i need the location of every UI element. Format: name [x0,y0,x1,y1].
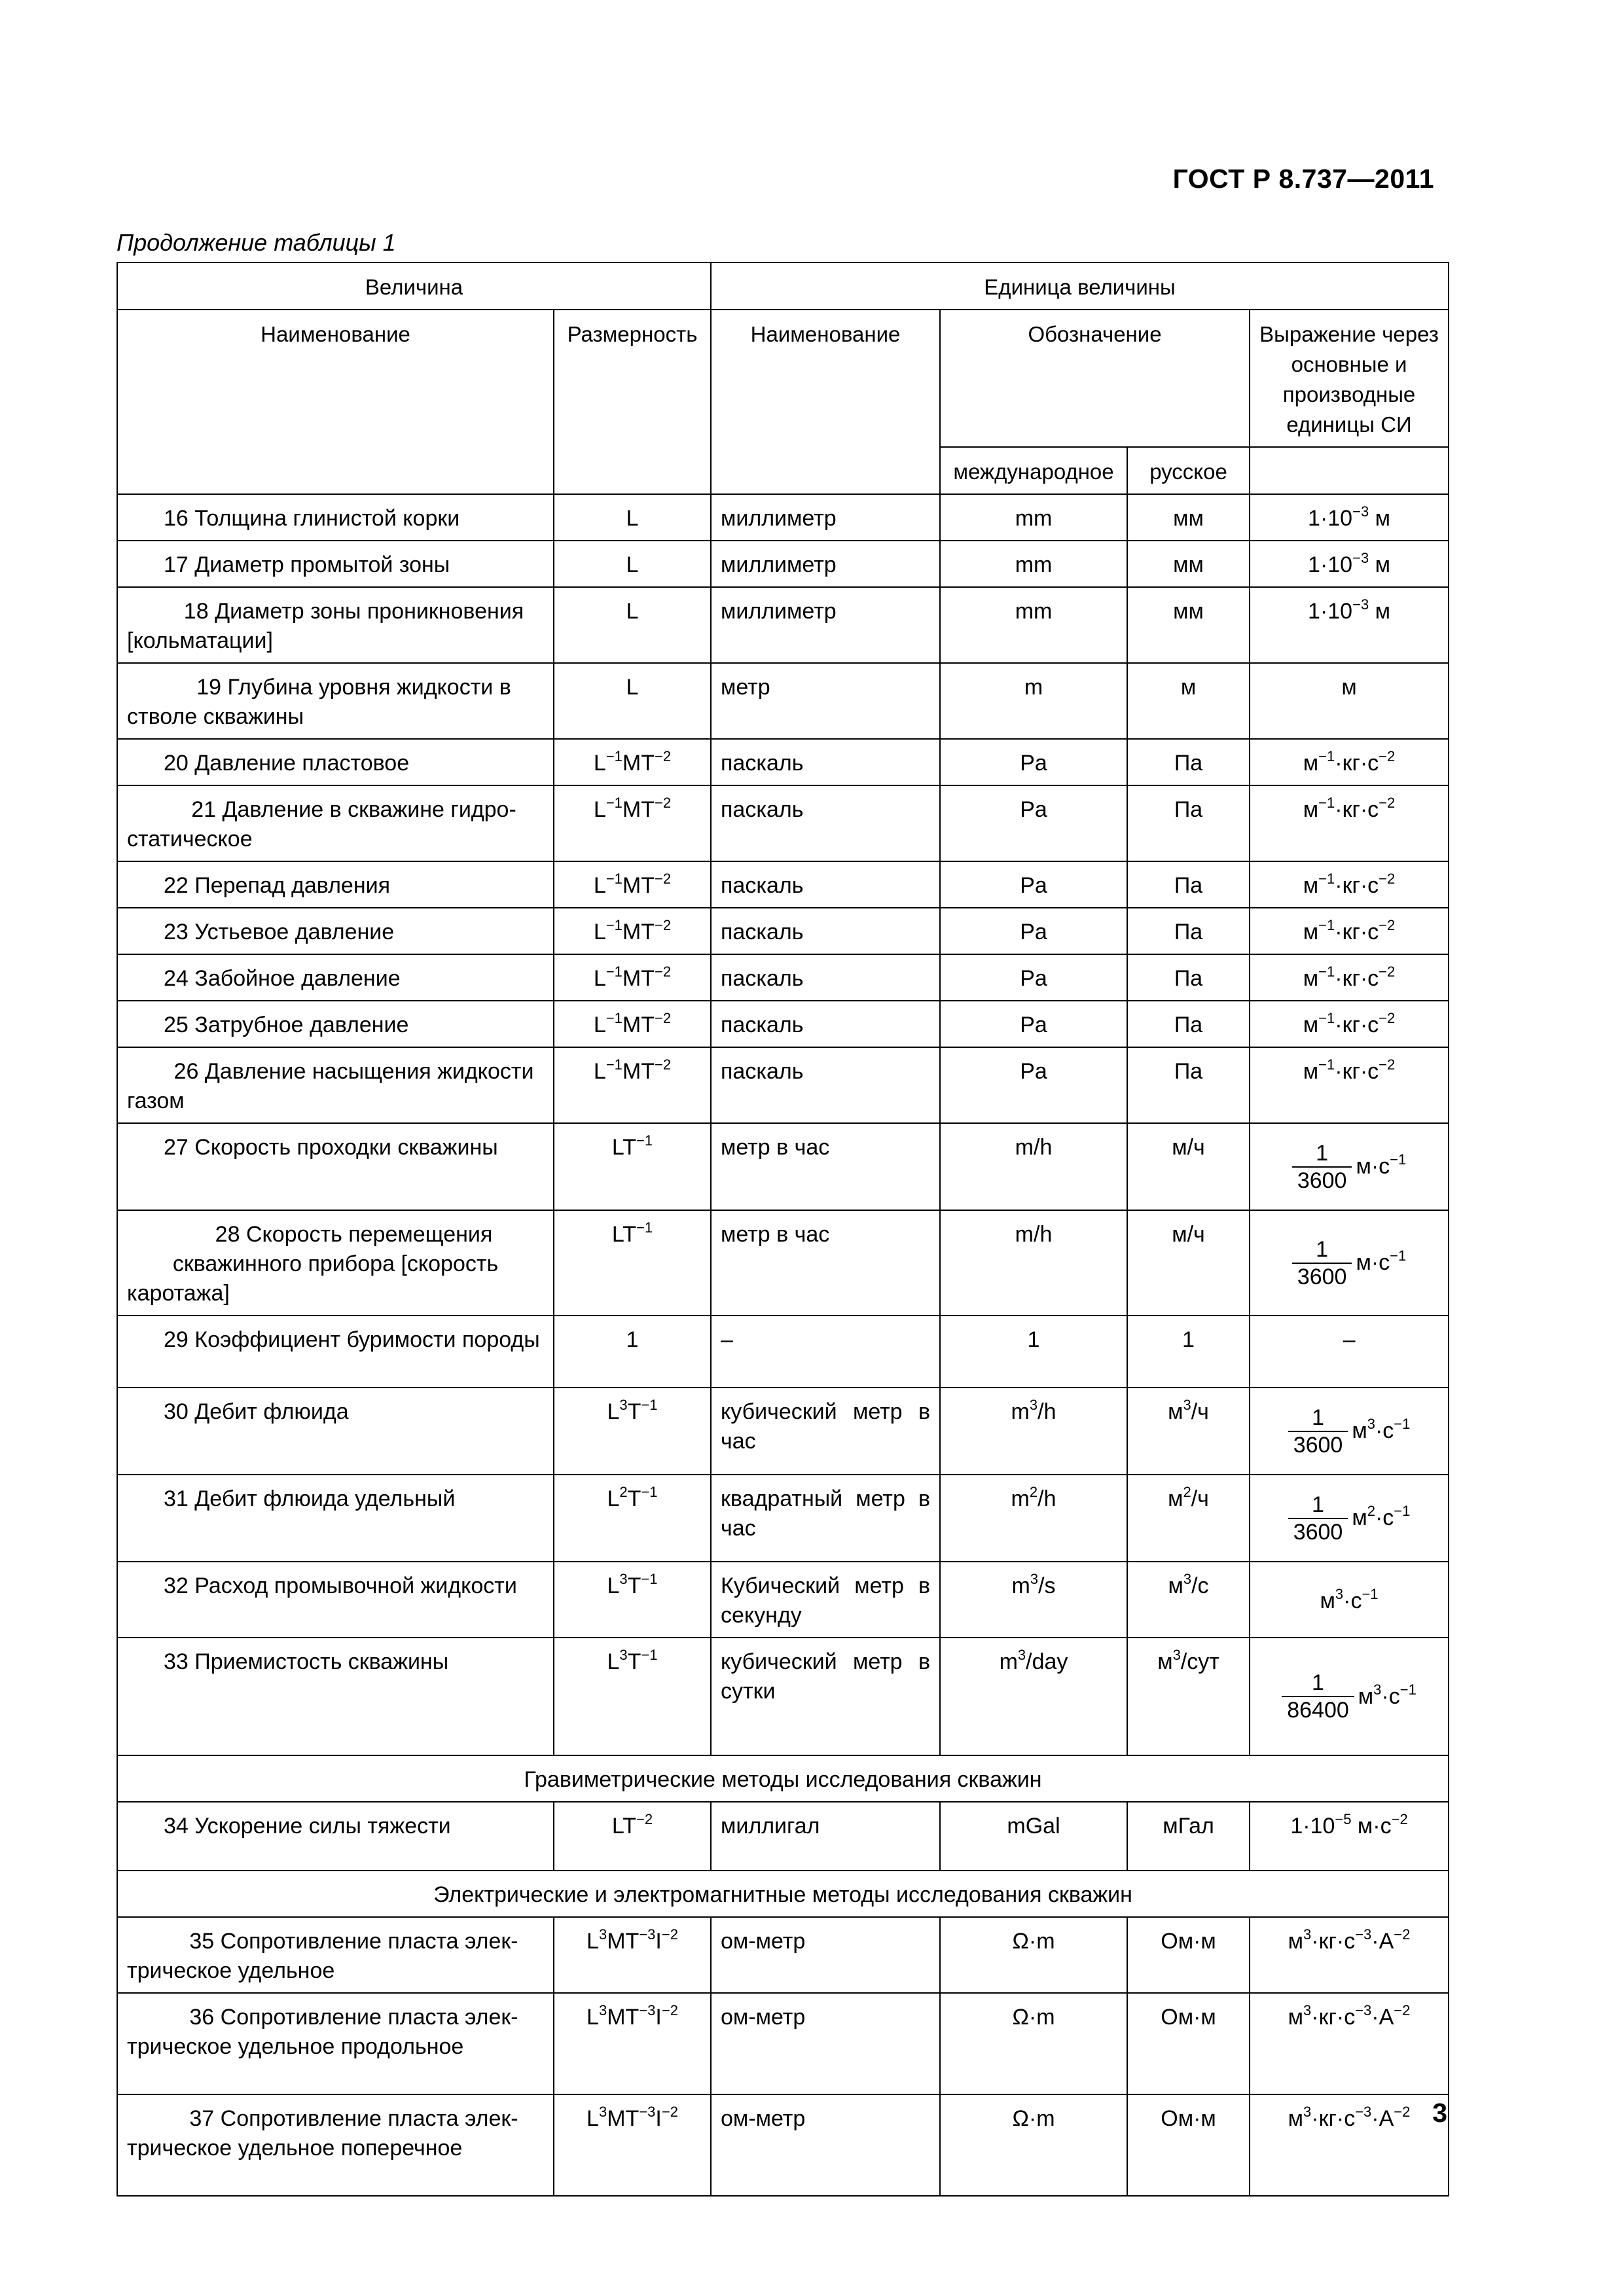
header-empty [1250,447,1449,494]
designation-russian: м/ч [1127,1123,1250,1210]
dimension: $L^{-1}MT^{-2}$ [554,1001,711,1047]
quantity-name [117,541,554,587]
si-expression: $1\cdot 10^{-5}$ $м\cdot с^{-2}$ [1250,1802,1449,1871]
designation-russian: Па [1127,908,1250,954]
designation-russian: м/ч [1127,1210,1250,1316]
table-row [117,1638,1449,1755]
table-body [117,494,1449,2196]
designation-russian: Ом·м [1127,1917,1250,1993]
dimension: $L^{-1}MT^{-2}$ [554,861,711,908]
expression-units: $м^3\cdot с^{-1}$ [1358,1681,1416,1709]
unit-name: миллиметр [711,541,940,587]
header-name: Наименование [117,310,554,494]
designation-russian: Па [1127,954,1250,1001]
table-row [117,1123,1449,1210]
quantity-name [117,739,554,785]
dimension: $LT^{-1}$ [554,1123,711,1210]
si-expression [1250,1638,1449,1755]
dimension: $L^{-1}MT^{-2}$ [554,954,711,1001]
row-number: 32 [164,1573,189,1598]
fraction-numerator: 1 [1312,1670,1324,1695]
quantity-name-text: Давление насыщения жидкости газом [127,1059,534,1113]
row-number: 27 [164,1135,189,1160]
si-expression: $м^{-1}\cdot кг\cdot с^{-2}$ [1250,1047,1449,1123]
quantity-name [117,1123,554,1210]
dimension: L [554,541,711,587]
designation-russian: мм [1127,541,1250,587]
unit-name: миллиметр [711,494,940,541]
designation-russian: мм [1127,494,1250,541]
quantity-name-text: Толщина глинистой корки [194,506,460,531]
quantity-name [117,1001,554,1047]
fraction [1292,1140,1352,1194]
quantity-name [117,1388,554,1475]
table-row [117,1047,1449,1123]
designation-international: Pa [940,861,1127,908]
fraction-denominator: 3600 [1288,1518,1348,1545]
si-expression: $м^3\cdot с^{-1}$ [1250,1562,1449,1638]
quantity-name-text: Перепад давления [194,873,391,898]
table-row [117,1388,1449,1475]
si-expression [1250,1210,1449,1316]
dimension: L [554,663,711,739]
quantity-name [117,954,554,1001]
table-row [117,1475,1449,1562]
unit-name: миллиметр [711,587,940,663]
quantity-name-text: Сопротивление пласта электрическое удельное [127,1929,518,1983]
designation-russian: мм [1127,587,1250,663]
row-number: 25 [164,1013,189,1037]
si-expression: $м^{-1}\cdot кг\cdot с^{-2}$ [1250,908,1449,954]
row-number: 33 [164,1649,189,1674]
si-expression: – [1250,1316,1449,1388]
si-expression: $м^{-1}\cdot кг\cdot с^{-2}$ [1250,739,1449,785]
unit-name: паскаль [711,1001,940,1047]
quantity-name [117,494,554,541]
quantity-name-text: Сопротивление пласта электрическое удельное поперечное [127,2106,518,2161]
designation-russian: Ом·м [1127,1993,1250,2094]
row-number: 26 [173,1059,199,1084]
si-expression: $м^{-1}\cdot кг\cdot с^{-2}$ [1250,785,1449,861]
row-number: 28 [215,1222,240,1247]
row-number: 35 [189,1929,215,1954]
row-number: 24 [164,966,189,991]
table-row [117,1802,1449,1871]
si-expression [1250,1123,1449,1210]
table-row [117,861,1449,908]
dimension: $L^3MT^{-3}I^{-2}$ [554,1993,711,2094]
row-number: 21 [191,797,217,822]
quantity-name [117,1316,554,1388]
unit-name: паскаль [711,861,940,908]
fraction [1282,1670,1354,1723]
quantity-name-text: Глубина уровня жидкости в стволе скважины [127,675,511,729]
quantity-name-text: Коэффициент буримости породы [194,1327,540,1352]
unit-name: кубический метр в час [711,1388,940,1475]
si-expression: $м^3\cdot кг\cdot с^{-3}\cdot А^{-2}$ [1250,2094,1449,2196]
header-unit: Единица величины [711,262,1449,310]
fraction [1288,1492,1348,1545]
si-expression [1250,1388,1449,1475]
dimension: $L^{-1}MT^{-2}$ [554,785,711,861]
designation-international: mm [940,587,1127,663]
designation-russian: $м^3/ч$ [1127,1388,1250,1475]
si-expression: $м^{-1}\cdot кг\cdot с^{-2}$ [1250,1001,1449,1047]
dimension: $LT^{-1}$ [554,1210,711,1316]
table-row [117,1562,1449,1638]
fraction-numerator: 1 [1316,1140,1329,1166]
designation-russian: Па [1127,739,1250,785]
standard-designation: ГОСТ Р 8.737—2011 [1172,164,1434,194]
row-number: 29 [164,1327,189,1352]
designation-international: Pa [940,785,1127,861]
table-row [117,1917,1449,1993]
si-expression: $1\cdot 10^{-3}$ м [1250,541,1449,587]
designation-international: Pa [940,1001,1127,1047]
fraction-numerator: 1 [1312,1405,1324,1430]
dimension: $L^{-1}MT^{-2}$ [554,739,711,785]
table-row [117,2094,1449,2196]
designation-international: Ω·m [940,1917,1127,1993]
row-number: 19 [196,675,222,700]
units-table [117,262,1449,2197]
unit-name: Кубический метр в секунду [711,1562,940,1638]
table-row [117,954,1449,1001]
si-expression: $м^3\cdot кг\cdot с^{-3}\cdot А^{-2}$ [1250,1993,1449,2094]
table-caption: Продолжение таблицы 1 [117,229,396,256]
table-row [117,1001,1449,1047]
unit-name: ом-метр [711,1993,940,2094]
unit-name: метр в час [711,1123,940,1210]
quantity-name [117,1802,554,1871]
fraction-numerator: 1 [1316,1236,1329,1262]
designation-international: Pa [940,908,1127,954]
unit-name: паскаль [711,954,940,1001]
unit-name: паскаль [711,739,940,785]
designation-international: Pa [940,1047,1127,1123]
unit-name: ом-метр [711,1917,940,1993]
designation-russian: $м^3/с$ [1127,1562,1250,1638]
expression-units: $м^2\cdot с^{-1}$ [1352,1503,1411,1530]
section-title: Электрические и электромагнитные методы исследования скважин [117,1871,1449,1917]
quantity-name [117,1562,554,1638]
row-number: 17 [164,552,189,577]
dimension: $LT^{-2}$ [554,1802,711,1871]
si-expression: $м^{-1}\cdot кг\cdot с^{-2}$ [1250,954,1449,1001]
designation-international: mm [940,494,1127,541]
designation-international: m [940,663,1127,739]
designation-international: Ω·m [940,1993,1127,2094]
dimension: $L^{-1}MT^{-2}$ [554,1047,711,1123]
designation-russian: $м^3$/сут [1127,1638,1250,1755]
quantity-name-text: Затрубное давление [194,1013,409,1037]
fraction-denominator: 3600 [1292,1263,1352,1290]
header-quantity: Величина [117,262,711,310]
quantity-name-text: Дебит флюида [194,1399,349,1424]
table-row [117,908,1449,954]
quantity-name [117,785,554,861]
designation-international: 1 [940,1316,1127,1388]
table-row [117,1316,1449,1388]
dimension: L [554,494,711,541]
row-number: 16 [164,506,189,531]
unit-name: паскаль [711,785,940,861]
quantity-name [117,1475,554,1562]
quantity-name-text: Ускорение силы тяжести [194,1814,451,1839]
designation-international: $m^3/h$ [940,1388,1127,1475]
unit-name: квадратный метр в час [711,1475,940,1562]
unit-name: метр в час [711,1210,940,1316]
si-expression: м [1250,663,1449,739]
unit-name: паскаль [711,1047,940,1123]
unit-name: метр [711,663,940,739]
quantity-name-text: Сопротивление пласта электрическое удельное продольное [127,2005,518,2059]
quantity-name [117,1638,554,1755]
unit-name: миллигал [711,1802,940,1871]
dimension: $L^3T^{-1}$ [554,1638,711,1755]
expression-units: $м\cdot с^{-1}$ [1356,1247,1407,1275]
designation-international: Pa [940,739,1127,785]
page-number: 3 [1432,2098,1447,2128]
table-row [117,541,1449,587]
header-unit-name: Наименование [711,310,940,494]
expression-units: $м^3\cdot с^{-1}$ [1352,1416,1411,1443]
si-expression: $1\cdot 10^{-3}$ м [1250,494,1449,541]
unit-name: кубический метр в сутки [711,1638,940,1755]
table-row [117,785,1449,861]
quantity-name [117,587,554,663]
designation-russian: мГал [1127,1802,1250,1871]
si-expression: $м^3\cdot кг\cdot с^{-3}\cdot А^{-2}$ [1250,1917,1449,1993]
row-number: 22 [164,873,189,898]
expression-units: $м\cdot с^{-1}$ [1356,1151,1407,1179]
unit-name: – [711,1316,940,1388]
quantity-name [117,1047,554,1123]
quantity-name [117,2094,554,2196]
quantity-name-text: Диаметр зоны проникновения [кольматации] [127,599,524,653]
table-row [117,1210,1449,1316]
table-row [117,663,1449,739]
fraction-numerator: 1 [1312,1492,1324,1517]
header-designation: Обозначение [940,310,1250,447]
quantity-name-text: Дебит флюида удельный [194,1486,456,1511]
table-row [117,1993,1449,2094]
quantity-name-text: Диаметр промытой зоны [194,552,450,577]
si-expression [1250,1475,1449,1562]
unit-name: паскаль [711,908,940,954]
designation-international: Pa [940,954,1127,1001]
quantity-name-text: Давление пластовое [194,751,410,776]
row-number: 30 [164,1399,189,1424]
designation-russian: $м^2/ч$ [1127,1475,1250,1562]
fraction-denominator: 86400 [1282,1696,1354,1723]
designation-russian: Па [1127,1001,1250,1047]
dimension: $L^3T^{-1}$ [554,1388,711,1475]
header-international: международное [940,447,1127,494]
quantity-name-text: Забойное давление [194,966,401,991]
fraction-denominator: 3600 [1292,1166,1352,1194]
quantity-name [117,1993,554,2094]
designation-international: mm [940,541,1127,587]
row-number: 23 [164,920,189,944]
row-number: 18 [183,599,209,624]
quantity-name-text: Устьевое давление [194,920,395,944]
quantity-name-text: Скорость перемещения скважинного прибора [скорость каротажа] [127,1222,499,1306]
designation-international: $m^3$/day [940,1638,1127,1755]
designation-international: mGal [940,1802,1127,1871]
quantity-name [117,1210,554,1316]
designation-russian: Па [1127,861,1250,908]
quantity-name-text: Скорость проходки скважины [194,1135,498,1160]
fraction [1288,1405,1348,1458]
section-title: Гравиметрические методы исследования скважин [117,1755,1449,1802]
row-number: 36 [189,2005,215,2030]
fraction-denominator: 3600 [1288,1431,1348,1458]
row-number: 31 [164,1486,189,1511]
table-row [117,494,1449,541]
dimension: $L^2T^{-1}$ [554,1475,711,1562]
designation-russian: 1 [1127,1316,1250,1388]
row-number: 34 [164,1814,189,1839]
dimension: $L^{-1}MT^{-2}$ [554,908,711,954]
header-russian: русское [1127,447,1250,494]
header-dimension: Размерность [554,310,711,494]
unit-name: ом-метр [711,2094,940,2196]
section-row [117,1871,1449,1917]
dimension: L [554,587,711,663]
designation-russian: Па [1127,785,1250,861]
quantity-name-text: Давление в скважине гидростатическое [127,797,516,852]
dimension: $L^3MT^{-3}I^{-2}$ [554,2094,711,2196]
designation-russian: м [1127,663,1250,739]
quantity-name [117,663,554,739]
quantity-name [117,861,554,908]
designation-international: $m^2/h$ [940,1475,1127,1562]
quantity-name-text: Приемистость скважины [194,1649,449,1674]
dimension: $L^3T^{-1}$ [554,1562,711,1638]
quantity-name-text: Расход промывочной жидкости [194,1573,517,1598]
header-expression: Выражение через основные и производные единицы СИ [1250,310,1449,447]
table-row [117,587,1449,663]
quantity-name [117,908,554,954]
section-row [117,1755,1449,1802]
designation-russian: Па [1127,1047,1250,1123]
dimension: 1 [554,1316,711,1388]
quantity-name [117,1917,554,1993]
fraction [1292,1236,1352,1290]
si-expression: $м^{-1}\cdot кг\cdot с^{-2}$ [1250,861,1449,908]
designation-international: $m^3/s$ [940,1562,1127,1638]
table-row [117,739,1449,785]
designation-international: m/h [940,1123,1127,1210]
designation-russian: Ом·м [1127,2094,1250,2196]
row-number: 37 [189,2106,215,2131]
row-number: 20 [164,751,189,776]
designation-international: m/h [940,1210,1127,1316]
designation-international: Ω·m [940,2094,1127,2196]
si-expression: $1\cdot 10^{-3}$ м [1250,587,1449,663]
dimension: $L^3MT^{-3}I^{-2}$ [554,1917,711,1993]
